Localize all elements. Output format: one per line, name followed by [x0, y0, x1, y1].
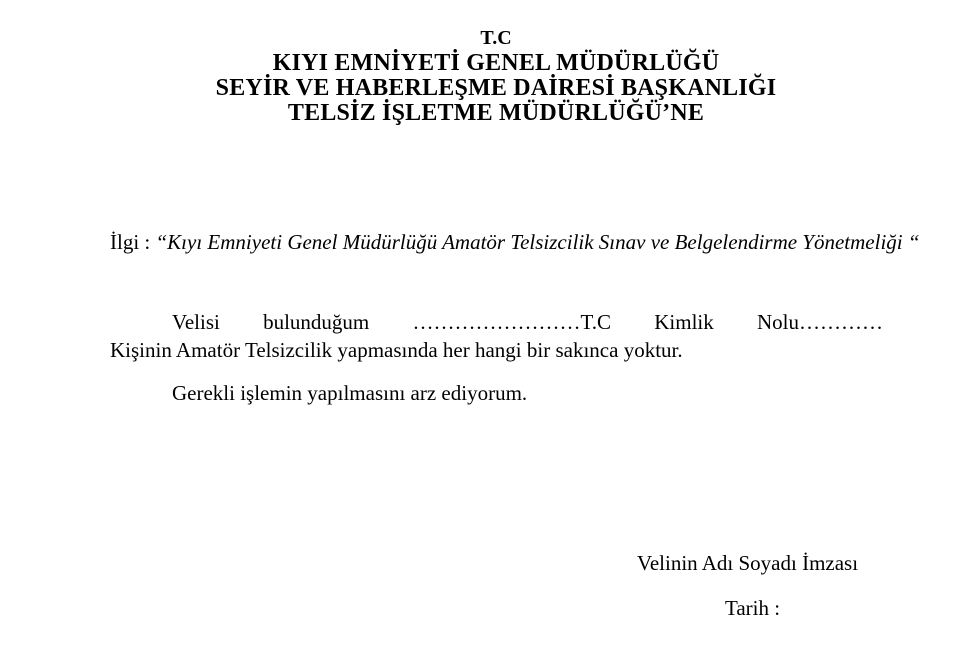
signature-name-line: Velinin Adı Soyadı İmzası: [637, 551, 859, 575]
petition-line-2: Kişinin Amatör Telsizcilik yapmasında her hangi bir sakınca yoktur.: [110, 338, 683, 362]
reference-line: [110, 228, 920, 256]
letterhead-line-addressee: TELSİZ İŞLETME MÜDÜRLÜĞÜ’NE: [287, 100, 705, 126]
petition-word: Velisi: [172, 310, 220, 334]
petition-word: bulunduğum: [263, 310, 370, 334]
petition-word-dotted-blank: Nolu…………: [757, 310, 883, 334]
letterhead: [110, 26, 882, 126]
reference-label: İlgi :: [110, 230, 156, 254]
letterhead-line-general-directorate: KIYI EMNİYETİ GENEL MÜDÜRLÜĞÜ: [272, 50, 720, 76]
petition-word: Kimlik: [654, 310, 714, 334]
signature-date-line: Tarih :: [725, 596, 781, 620]
petition-line-1: [110, 308, 883, 336]
reference-quoted-text: “Kıyı Emniyeti Genel Müdürlüğü Amatör Telsizcilik Sınav ve Belgelendirme Yönetmeliği “: [155, 230, 920, 254]
closing-request-line: Gerekli işlemin yapılmasını arz ediyorum.: [172, 381, 528, 405]
letterhead-line-department: SEYİR VE HABERLEŞME DAİRESİ BAŞKANLIĞI: [215, 75, 777, 101]
petition-word-dotted-blank: ……………………T.C: [412, 310, 612, 334]
letterhead-line-tc: T.C: [480, 27, 512, 49]
